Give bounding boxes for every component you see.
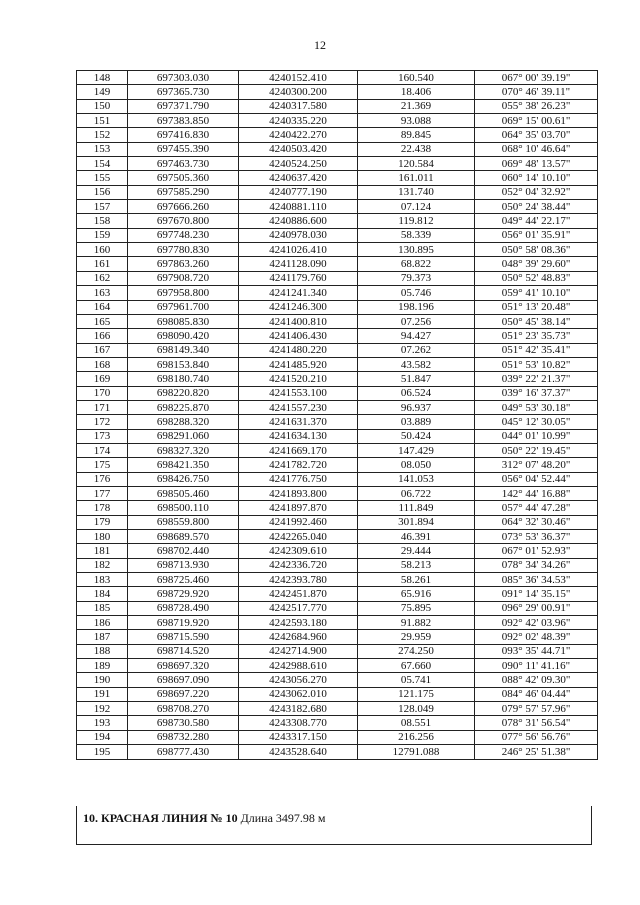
direction-angle-cell: 050° 45' 38.14" (475, 314, 598, 328)
x-coordinate-cell: 698180.740 (128, 372, 239, 386)
y-coordinate-cell: 4242714.900 (239, 644, 358, 658)
length-cell: 22.438 (358, 142, 475, 156)
x-coordinate-cell: 697463.730 (128, 157, 239, 171)
length-cell: 91.882 (358, 616, 475, 630)
x-coordinate-cell: 698732.280 (128, 730, 239, 744)
x-coordinate-cell: 698085.830 (128, 314, 239, 328)
direction-angle-cell: 142° 44' 16.88" (475, 486, 598, 500)
table-row (77, 142, 598, 156)
table-row (77, 415, 598, 429)
x-coordinate-cell: 698225.870 (128, 400, 239, 414)
y-coordinate-cell: 4242517.770 (239, 601, 358, 615)
y-coordinate-cell: 4240422.270 (239, 128, 358, 142)
y-coordinate-cell: 4240300.200 (239, 85, 358, 99)
x-coordinate-cell: 698725.460 (128, 573, 239, 587)
point-number-cell: 162 (77, 271, 128, 285)
direction-angle-cell: 045° 12' 30.05" (475, 415, 598, 429)
x-coordinate-cell: 698777.430 (128, 745, 239, 759)
y-coordinate-cell: 4241179.760 (239, 271, 358, 285)
x-coordinate-cell: 698728.490 (128, 601, 239, 615)
x-coordinate-cell: 698697.320 (128, 659, 239, 673)
table-row (77, 372, 598, 386)
table-row (77, 515, 598, 529)
y-coordinate-cell: 4242988.610 (239, 659, 358, 673)
length-cell: 93.088 (358, 114, 475, 128)
point-number-cell: 168 (77, 357, 128, 371)
y-coordinate-cell: 4240777.190 (239, 185, 358, 199)
table-row (77, 286, 598, 300)
x-coordinate-cell: 697371.790 (128, 99, 239, 113)
length-cell: 128.049 (358, 702, 475, 716)
direction-angle-cell: 069° 15' 00.61" (475, 114, 598, 128)
point-number-cell: 151 (77, 114, 128, 128)
point-number-cell: 175 (77, 458, 128, 472)
table-row (77, 271, 598, 285)
x-coordinate-cell: 698689.570 (128, 530, 239, 544)
direction-angle-cell: 067° 00' 39.19" (475, 71, 598, 85)
length-cell: 08.050 (358, 458, 475, 472)
point-number-cell: 165 (77, 314, 128, 328)
direction-angle-cell: 048° 39' 29.60" (475, 257, 598, 271)
y-coordinate-cell: 4242684.960 (239, 630, 358, 644)
point-number-cell: 148 (77, 71, 128, 85)
direction-angle-cell: 069° 48' 13.57" (475, 157, 598, 171)
length-cell: 58.261 (358, 573, 475, 587)
direction-angle-cell: 039° 22' 21.37" (475, 372, 598, 386)
x-coordinate-cell: 698505.460 (128, 486, 239, 500)
table-row (77, 343, 598, 357)
table-row (77, 501, 598, 515)
y-coordinate-cell: 4243182.680 (239, 702, 358, 716)
x-coordinate-cell: 698153.840 (128, 357, 239, 371)
table-row (77, 185, 598, 199)
direction-angle-cell: 088° 42' 09.30" (475, 673, 598, 687)
point-number-cell: 150 (77, 99, 128, 113)
x-coordinate-cell: 698291.060 (128, 429, 239, 443)
y-coordinate-cell: 4243317.150 (239, 730, 358, 744)
direction-angle-cell: 049° 53' 30.18" (475, 400, 598, 414)
point-number-cell: 154 (77, 157, 128, 171)
length-cell: 131.740 (358, 185, 475, 199)
y-coordinate-cell: 4241557.230 (239, 400, 358, 414)
point-number-cell: 164 (77, 300, 128, 314)
y-coordinate-cell: 4240152.410 (239, 71, 358, 85)
length-cell: 147.429 (358, 443, 475, 457)
point-number-cell: 170 (77, 386, 128, 400)
point-number-cell: 176 (77, 472, 128, 486)
length-cell: 96.937 (358, 400, 475, 414)
length-cell: 29.444 (358, 544, 475, 558)
x-coordinate-cell: 697780.830 (128, 243, 239, 257)
direction-angle-cell: 064° 35' 03.70" (475, 128, 598, 142)
length-cell: 94.427 (358, 329, 475, 343)
direction-angle-cell: 050° 24' 38.44" (475, 200, 598, 214)
table-row (77, 486, 598, 500)
length-cell: 161.011 (358, 171, 475, 185)
point-number-cell: 183 (77, 573, 128, 587)
point-number-cell: 194 (77, 730, 128, 744)
point-number-cell: 174 (77, 443, 128, 457)
length-cell: 18.406 (358, 85, 475, 99)
table-row (77, 329, 598, 343)
point-number-cell: 179 (77, 515, 128, 529)
length-cell: 58.213 (358, 558, 475, 572)
x-coordinate-cell: 698149.340 (128, 343, 239, 357)
point-number-cell: 192 (77, 702, 128, 716)
table-row (77, 730, 598, 744)
point-number-cell: 163 (77, 286, 128, 300)
direction-angle-cell: 056° 01' 35.91" (475, 228, 598, 242)
length-cell: 120.584 (358, 157, 475, 171)
point-number-cell: 160 (77, 243, 128, 257)
direction-angle-cell: 078° 31' 56.54" (475, 716, 598, 730)
length-cell: 216.256 (358, 730, 475, 744)
direction-angle-cell: 078° 34' 34.26" (475, 558, 598, 572)
point-number-cell: 161 (77, 257, 128, 271)
table-row (77, 200, 598, 214)
table-row (77, 530, 598, 544)
x-coordinate-cell: 698708.270 (128, 702, 239, 716)
y-coordinate-cell: 4241520.210 (239, 372, 358, 386)
x-coordinate-cell: 698715.590 (128, 630, 239, 644)
x-coordinate-cell: 698697.090 (128, 673, 239, 687)
table-row (77, 71, 598, 85)
y-coordinate-cell: 4242593.180 (239, 616, 358, 630)
table-row (77, 85, 598, 99)
point-number-cell: 169 (77, 372, 128, 386)
length-cell: 07.124 (358, 200, 475, 214)
point-number-cell: 157 (77, 200, 128, 214)
direction-angle-cell: 050° 22' 19.45" (475, 443, 598, 457)
y-coordinate-cell: 4241776.750 (239, 472, 358, 486)
table-row (77, 400, 598, 414)
direction-angle-cell: 084° 46' 04.44" (475, 687, 598, 701)
table-row (77, 472, 598, 486)
table-row (77, 257, 598, 271)
table-row (77, 702, 598, 716)
x-coordinate-cell: 698500.110 (128, 501, 239, 515)
x-coordinate-cell: 697863.260 (128, 257, 239, 271)
direction-angle-cell: 050° 58' 08.36" (475, 243, 598, 257)
length-cell: 274.250 (358, 644, 475, 658)
section-length: Длина 3497.98 м (240, 811, 326, 825)
table-row (77, 458, 598, 472)
x-coordinate-cell: 698220.820 (128, 386, 239, 400)
length-cell: 06.524 (358, 386, 475, 400)
x-coordinate-cell: 697666.260 (128, 200, 239, 214)
point-number-cell: 191 (77, 687, 128, 701)
point-number-cell: 184 (77, 587, 128, 601)
x-coordinate-cell: 698714.520 (128, 644, 239, 658)
x-coordinate-cell: 698730.580 (128, 716, 239, 730)
point-number-cell: 158 (77, 214, 128, 228)
length-cell: 05.746 (358, 286, 475, 300)
table-row (77, 587, 598, 601)
length-cell: 12791.088 (358, 745, 475, 759)
direction-angle-cell: 064° 32' 30.46" (475, 515, 598, 529)
table-row (77, 687, 598, 701)
length-cell: 51.847 (358, 372, 475, 386)
y-coordinate-cell: 4243056.270 (239, 673, 358, 687)
table-row (77, 429, 598, 443)
table-row (77, 300, 598, 314)
point-number-cell: 171 (77, 400, 128, 414)
table-row (77, 243, 598, 257)
point-number-cell: 166 (77, 329, 128, 343)
table-row (77, 157, 598, 171)
length-cell: 79.373 (358, 271, 475, 285)
direction-angle-cell: 052° 04' 32.92" (475, 185, 598, 199)
point-number-cell: 172 (77, 415, 128, 429)
length-cell: 07.262 (358, 343, 475, 357)
y-coordinate-cell: 4240881.110 (239, 200, 358, 214)
point-number-cell: 149 (77, 85, 128, 99)
x-coordinate-cell: 697365.730 (128, 85, 239, 99)
x-coordinate-cell: 697455.390 (128, 142, 239, 156)
table-row (77, 601, 598, 615)
direction-angle-cell: 051° 23' 35.73" (475, 329, 598, 343)
point-number-cell: 193 (77, 716, 128, 730)
point-number-cell: 167 (77, 343, 128, 357)
x-coordinate-cell: 698713.930 (128, 558, 239, 572)
x-coordinate-cell: 697383.850 (128, 114, 239, 128)
point-number-cell: 180 (77, 530, 128, 544)
table-row (77, 673, 598, 687)
direction-angle-cell: 312° 07' 48.20" (475, 458, 598, 472)
direction-angle-cell: 090° 11' 41.16" (475, 659, 598, 673)
length-cell: 111.849 (358, 501, 475, 515)
length-cell: 68.822 (358, 257, 475, 271)
y-coordinate-cell: 4241897.870 (239, 501, 358, 515)
point-number-cell: 195 (77, 745, 128, 759)
y-coordinate-cell: 4241485.920 (239, 357, 358, 371)
direction-angle-cell: 077° 56' 56.76" (475, 730, 598, 744)
table-row (77, 228, 598, 242)
x-coordinate-cell: 697505.360 (128, 171, 239, 185)
table-row (77, 128, 598, 142)
y-coordinate-cell: 4241992.460 (239, 515, 358, 529)
table-row (77, 443, 598, 457)
x-coordinate-cell: 697961.700 (128, 300, 239, 314)
y-coordinate-cell: 4240886.600 (239, 214, 358, 228)
length-cell: 160.540 (358, 71, 475, 85)
x-coordinate-cell: 698719.920 (128, 616, 239, 630)
direction-angle-cell: 051° 42' 35.41" (475, 343, 598, 357)
direction-angle-cell: 055° 38' 26.23" (475, 99, 598, 113)
x-coordinate-cell: 697585.290 (128, 185, 239, 199)
y-coordinate-cell: 4240317.580 (239, 99, 358, 113)
length-cell: 05.741 (358, 673, 475, 687)
point-number-cell: 188 (77, 644, 128, 658)
length-cell: 130.895 (358, 243, 475, 257)
table-row (77, 573, 598, 587)
length-cell: 75.895 (358, 601, 475, 615)
y-coordinate-cell: 4241553.100 (239, 386, 358, 400)
length-cell: 07.256 (358, 314, 475, 328)
length-cell: 198.196 (358, 300, 475, 314)
length-cell: 29.959 (358, 630, 475, 644)
direction-angle-cell: 051° 13' 20.48" (475, 300, 598, 314)
length-cell: 50.424 (358, 429, 475, 443)
x-coordinate-cell: 697416.830 (128, 128, 239, 142)
table-row (77, 716, 598, 730)
point-number-cell: 152 (77, 128, 128, 142)
direction-angle-cell: 092° 42' 03.96" (475, 616, 598, 630)
y-coordinate-cell: 4243308.770 (239, 716, 358, 730)
table-row (77, 659, 598, 673)
length-cell: 08.551 (358, 716, 475, 730)
direction-angle-cell: 246° 25' 51.38" (475, 745, 598, 759)
x-coordinate-cell: 698697.220 (128, 687, 239, 701)
direction-angle-cell: 044° 01' 10.99" (475, 429, 598, 443)
x-coordinate-cell: 697958.800 (128, 286, 239, 300)
y-coordinate-cell: 4240503.420 (239, 142, 358, 156)
length-cell: 58.339 (358, 228, 475, 242)
direction-angle-cell: 070° 46' 39.11" (475, 85, 598, 99)
direction-angle-cell: 060° 14' 10.10" (475, 171, 598, 185)
direction-angle-cell: 049° 44' 22.17" (475, 214, 598, 228)
y-coordinate-cell: 4241246.300 (239, 300, 358, 314)
coordinates-table (76, 70, 598, 760)
direction-angle-cell: 057° 44' 47.28" (475, 501, 598, 515)
length-cell: 121.175 (358, 687, 475, 701)
y-coordinate-cell: 4242336.720 (239, 558, 358, 572)
point-number-cell: 189 (77, 659, 128, 673)
length-cell: 03.889 (358, 415, 475, 429)
point-number-cell: 182 (77, 558, 128, 572)
direction-angle-cell: 091° 14' 35.15" (475, 587, 598, 601)
direction-angle-cell: 039° 16' 37.37" (475, 386, 598, 400)
y-coordinate-cell: 4242265.040 (239, 530, 358, 544)
y-coordinate-cell: 4240524.250 (239, 157, 358, 171)
x-coordinate-cell: 697748.230 (128, 228, 239, 242)
direction-angle-cell: 085° 36' 34.53" (475, 573, 598, 587)
y-coordinate-cell: 4241634.130 (239, 429, 358, 443)
y-coordinate-cell: 4241406.430 (239, 329, 358, 343)
direction-angle-cell: 050° 52' 48.83" (475, 271, 598, 285)
y-coordinate-cell: 4240637.420 (239, 171, 358, 185)
coordinates-table-body (77, 71, 598, 760)
table-row (77, 99, 598, 113)
point-number-cell: 156 (77, 185, 128, 199)
y-coordinate-cell: 4240335.220 (239, 114, 358, 128)
point-number-cell: 181 (77, 544, 128, 558)
length-cell: 141.053 (358, 472, 475, 486)
y-coordinate-cell: 4241480.220 (239, 343, 358, 357)
length-cell: 67.660 (358, 659, 475, 673)
table-row (77, 644, 598, 658)
x-coordinate-cell: 698327.320 (128, 443, 239, 457)
y-coordinate-cell: 4243062.010 (239, 687, 358, 701)
length-cell: 301.894 (358, 515, 475, 529)
table-row (77, 630, 598, 644)
x-coordinate-cell: 697303.030 (128, 71, 239, 85)
x-coordinate-cell: 698421.350 (128, 458, 239, 472)
point-number-cell: 173 (77, 429, 128, 443)
table-row (77, 745, 598, 759)
y-coordinate-cell: 4241893.800 (239, 486, 358, 500)
table-row (77, 544, 598, 558)
x-coordinate-cell: 697670.800 (128, 214, 239, 228)
y-coordinate-cell: 4241026.410 (239, 243, 358, 257)
point-number-cell: 155 (77, 171, 128, 185)
table-row (77, 616, 598, 630)
y-coordinate-cell: 4243528.640 (239, 745, 358, 759)
y-coordinate-cell: 4242451.870 (239, 587, 358, 601)
y-coordinate-cell: 4241241.340 (239, 286, 358, 300)
table-row (77, 314, 598, 328)
y-coordinate-cell: 4241782.720 (239, 458, 358, 472)
x-coordinate-cell: 698559.800 (128, 515, 239, 529)
direction-angle-cell: 093° 35' 44.71" (475, 644, 598, 658)
length-cell: 46.391 (358, 530, 475, 544)
section-heading-row (76, 806, 592, 845)
point-number-cell: 153 (77, 142, 128, 156)
section-title: 10. КРАСНАЯ ЛИНИЯ № 10 (83, 811, 238, 825)
page-number: 12 (314, 38, 326, 52)
direction-angle-cell: 067° 01' 52.93" (475, 544, 598, 558)
x-coordinate-cell: 697908.720 (128, 271, 239, 285)
direction-angle-cell: 051° 53' 10.82" (475, 357, 598, 371)
direction-angle-cell: 068° 10' 46.64" (475, 142, 598, 156)
direction-angle-cell: 096° 29' 00.91" (475, 601, 598, 615)
length-cell: 65.916 (358, 587, 475, 601)
direction-angle-cell: 092° 02' 48.39" (475, 630, 598, 644)
y-coordinate-cell: 4242309.610 (239, 544, 358, 558)
x-coordinate-cell: 698426.750 (128, 472, 239, 486)
length-cell: 21.369 (358, 99, 475, 113)
y-coordinate-cell: 4242393.780 (239, 573, 358, 587)
table-row (77, 386, 598, 400)
x-coordinate-cell: 698729.920 (128, 587, 239, 601)
table-row (77, 357, 598, 371)
y-coordinate-cell: 4241400.810 (239, 314, 358, 328)
x-coordinate-cell: 698090.420 (128, 329, 239, 343)
table-row (77, 114, 598, 128)
y-coordinate-cell: 4240978.030 (239, 228, 358, 242)
point-number-cell: 190 (77, 673, 128, 687)
point-number-cell: 178 (77, 501, 128, 515)
point-number-cell: 159 (77, 228, 128, 242)
length-cell: 89.845 (358, 128, 475, 142)
point-number-cell: 186 (77, 616, 128, 630)
y-coordinate-cell: 4241128.090 (239, 257, 358, 271)
table-row (77, 558, 598, 572)
y-coordinate-cell: 4241669.170 (239, 443, 358, 457)
point-number-cell: 187 (77, 630, 128, 644)
point-number-cell: 177 (77, 486, 128, 500)
y-coordinate-cell: 4241631.370 (239, 415, 358, 429)
direction-angle-cell: 056° 04' 52.44" (475, 472, 598, 486)
direction-angle-cell: 059° 41' 10.10" (475, 286, 598, 300)
table-row (77, 171, 598, 185)
x-coordinate-cell: 698288.320 (128, 415, 239, 429)
direction-angle-cell: 079° 57' 57.96" (475, 702, 598, 716)
length-cell: 119.812 (358, 214, 475, 228)
point-number-cell: 185 (77, 601, 128, 615)
length-cell: 43.582 (358, 357, 475, 371)
table-row (77, 214, 598, 228)
x-coordinate-cell: 698702.440 (128, 544, 239, 558)
direction-angle-cell: 073° 53' 36.37" (475, 530, 598, 544)
length-cell: 06.722 (358, 486, 475, 500)
